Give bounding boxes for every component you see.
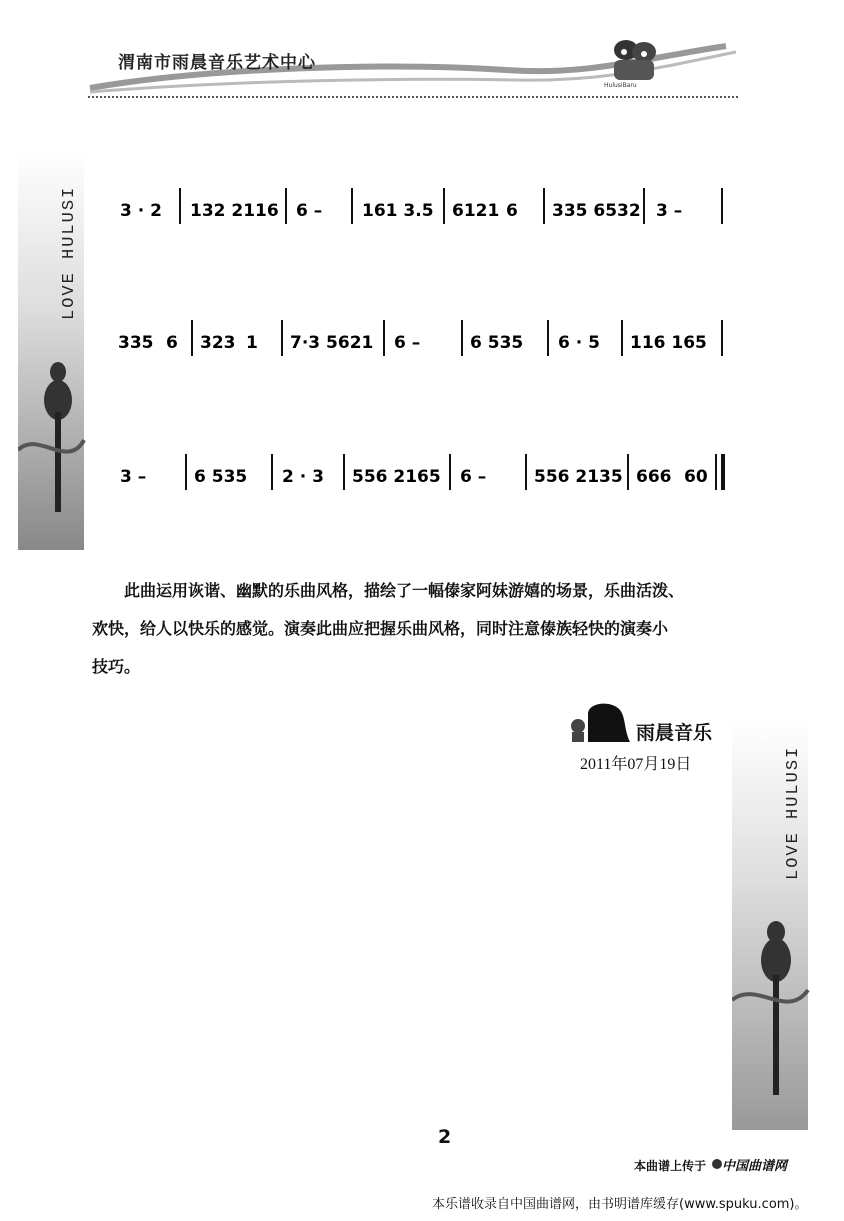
description-line: 此曲运用诙谐、幽默的乐曲风格，描绘了一幅傣家阿妹游嬉的场景，乐曲活泼、 — [124, 581, 685, 600]
score-cell: 335 — [118, 333, 154, 353]
footer-text: 本乐谱收录自中国曲谱网，由书明谱库缓存(www.spuku.com)。 — [432, 1197, 808, 1212]
score-cell: 3 – — [656, 201, 683, 221]
piano-logo-icon — [568, 700, 634, 746]
signature-date: 2011年07月19日 — [580, 756, 692, 773]
score-row-1 — [116, 180, 728, 228]
description-line: 欢快，给人以快乐的感觉。演奏此曲应把握乐曲风格，同时注意傣族轻快的演奏小 — [92, 619, 669, 638]
score-cell: 556 2135 — [534, 467, 623, 487]
score-cell: 6 535 — [194, 467, 248, 487]
score-cell: 6 – — [460, 467, 487, 487]
description-line: 技巧。 — [92, 657, 141, 676]
score-cell: 1 — [246, 333, 258, 353]
site-logo-text: 中国曲谱网 — [722, 1159, 788, 1174]
score-row-3 — [116, 446, 728, 494]
score-cell: 3 · 2 — [120, 201, 162, 221]
score-cell: 323 — [200, 333, 236, 353]
score-cell: 7·3 5621 — [290, 333, 374, 353]
score-cell: 6121 — [452, 201, 500, 221]
signature-brand: 雨晨音乐 — [636, 722, 713, 744]
description — [92, 572, 752, 686]
score-cell: 3 – — [120, 467, 147, 487]
site-logo-icon — [712, 1157, 722, 1171]
score-cell: 60 — [684, 467, 708, 487]
header-brand-small: HulusiBaru — [604, 82, 637, 89]
score-cell: 132 2116 — [190, 201, 279, 221]
score-cell: 2 · 3 — [282, 467, 324, 487]
left-side-text: LOVE HULUSI — [60, 185, 79, 320]
score-cell: 6 — [166, 333, 178, 353]
score-cell: 116 165 — [630, 333, 707, 353]
score-cell: 6 · 5 — [558, 333, 600, 353]
page-number: 2 — [438, 1126, 452, 1148]
header-divider — [88, 96, 738, 98]
score-cell: 161 3.5 — [362, 201, 434, 221]
score-cell: 6 – — [296, 201, 323, 221]
score-cell: 666 — [636, 467, 672, 487]
score-cell: 6 — [506, 201, 518, 221]
header-title: 渭南市雨晨音乐艺术中心 — [118, 53, 316, 73]
right-side-text: LOVE HULUSI — [784, 745, 803, 880]
score-cell: 6 – — [394, 333, 421, 353]
score-cell: 335 6532 — [552, 201, 641, 221]
score-cell: 6 535 — [470, 333, 524, 353]
upload-note: 本曲谱上传于 — [634, 1159, 707, 1173]
score-cell: 556 2165 — [352, 467, 441, 487]
cartoon-logo-icon — [606, 36, 662, 84]
score-row-2 — [116, 312, 728, 360]
